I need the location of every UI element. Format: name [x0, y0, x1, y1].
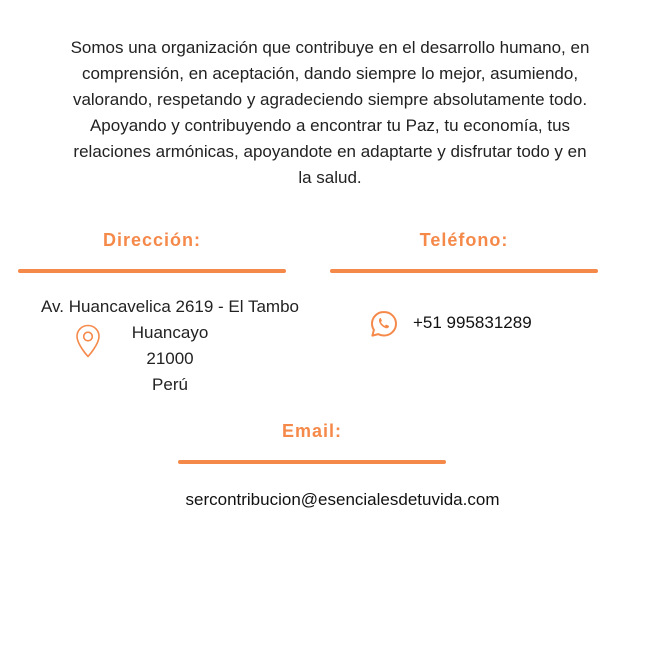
address-block	[10, 294, 330, 398]
phone-heading: Teléfono:	[419, 230, 509, 250]
email-heading: Email:	[281, 421, 343, 441]
address-line: Huancayo	[131, 323, 209, 342]
intro-line: Apoyando y contribuyendo a encontrar tu Paz, tu economía, tus	[89, 116, 571, 135]
phone-divider	[330, 269, 598, 273]
address-line: Av. Huancavelica 2619 - El Tambo	[41, 297, 299, 316]
phone-number[interactable]: +51 995831289	[413, 313, 532, 332]
intro-line: comprensión, en aceptación, dando siempre lo mejor, asumiendo,	[81, 64, 579, 83]
email-divider	[178, 460, 446, 464]
intro-line: Somos una organización que contribuye en el desarrollo humano, en	[70, 38, 590, 57]
intro-line: relaciones armónicas, apoyandote en adaptarte y disfrutar todo y en	[73, 142, 587, 161]
address-divider	[18, 269, 286, 273]
address-heading: Dirección:	[102, 230, 202, 250]
intro-line: la salud.	[298, 168, 362, 187]
intro-line: valorando, respetando y agradeciendo siempre absolutamente todo.	[72, 90, 588, 109]
whatsapp-icon	[369, 309, 399, 339]
intro-paragraph	[20, 35, 640, 191]
address-line: 21000	[146, 349, 194, 368]
address-line: Perú	[152, 375, 188, 394]
email-address[interactable]: sercontribucion@esencialesdetuvida.com	[185, 490, 500, 509]
map-pin-icon	[75, 324, 101, 358]
